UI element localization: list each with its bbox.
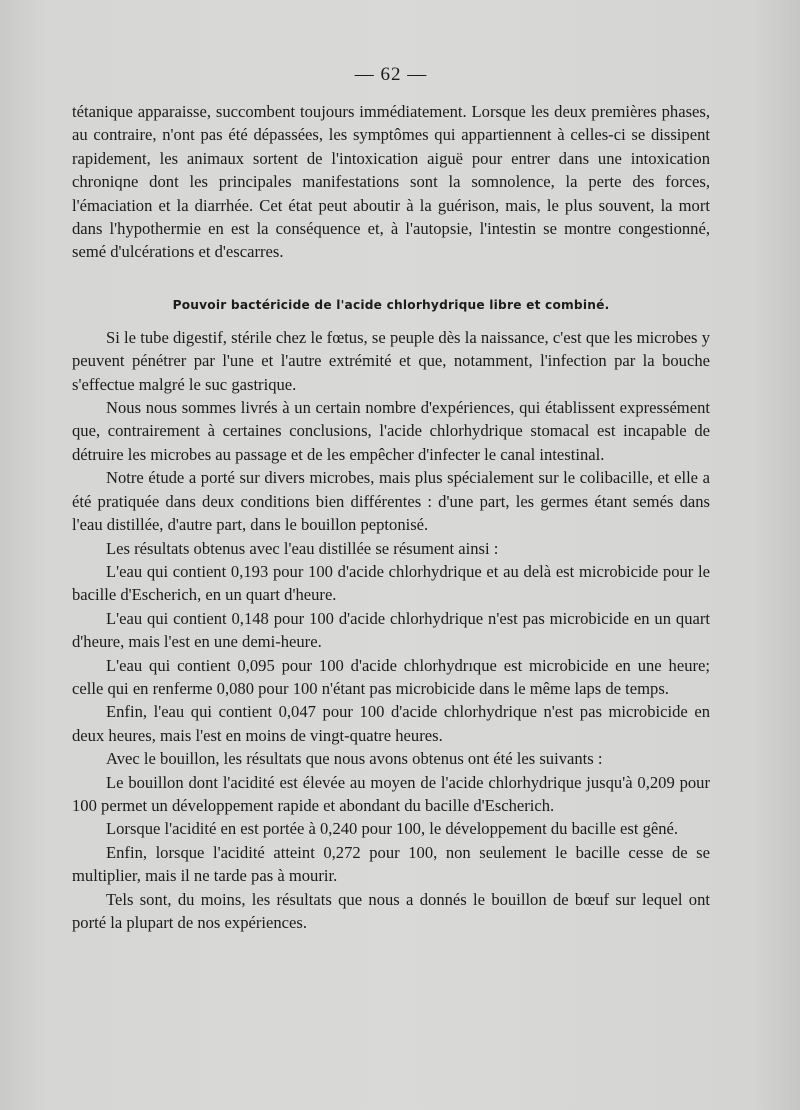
paragraph: L'eau qui contient 0,193 pour 100 d'acide chlorhydrique et au delà est microbicide pour le bacille d'Escherich, en un quart d'heure. [72, 561, 710, 605]
paragraph: Les résultats obtenus avec l'eau distillée se résument ainsi : [106, 538, 499, 558]
page-number: — 62 — [354, 64, 428, 85]
intro-paragraph: tétanique apparaisse, succombent toujours immédiatement. Lorsque les deux premières phases, au contraire, n'ont pas été dépassées, les symptômes qui appartiennent à celles-ci se dissipent rapidement, les animaux sortent de l'intoxication aiguë pour entrer dans une intoxication chroniqne dont les principales manifestations sont la somnolence, la perte des forces, l'émaciation et la diarrhée. Cet état peut aboutir à la guérison, mais, le plus souvent, la mort dans l'hypothermie en est la conséquence et, à l'autopsie, l'intestin se montre congestionné, semé d'ulcérations et d'escarres. [72, 102, 710, 262]
paragraph: Le bouillon dont l'acidité est élevée au moyen de l'acide chlorhydrique jusqu'à 0,209 pour 100 permet un développement rapide et abondant du bacille d'Escherich. [72, 772, 710, 815]
paragraph: Notre étude a porté sur divers microbes, mais plus spécialement sur le colibacille, et elle a été pratiquée dans deux conditions bien différentes : d'une part, les germes étant semés dans l'eau distillée, d'autre part, dans le bouillon peptonisé. [72, 468, 710, 535]
paragraph: Enfin, lorsque l'acidité atteint 0,272 pour 100, non seulement le bacille cesse de se multiplier, mais il ne tarde pas à mourir. [72, 842, 710, 886]
paragraph: Avec le bouillon, les résultats que nous avons obtenus ont été les suivants : [106, 749, 603, 769]
paragraph: L'eau qui contient 0,095 pour 100 d'acide chlorhydrıque est microbicide en une heure; celle qui en renferme 0,080 pour 100 n'étant pas microbicide dans le même laps de temps. [72, 655, 710, 698]
paragraph: Lorsque l'acidité en est portée à 0,240 pour 100, le développement du bacille est gêné. [106, 819, 679, 839]
paragraph: L'eau qui contient 0,148 pour 100 d'acide chlorhydrique n'est pas microbicide en un quart d'heure, mais l'est en une demi-heure. [72, 608, 710, 652]
paragraph: Tels sont, du moins, les résultats que nous a donnés le bouillon de bœuf sur lequel ont porté la plupart de nos expériences. [72, 889, 710, 932]
paragraph: Enfin, l'eau qui contient 0,047 pour 100 d'acide chlorhydrique n'est pas microbicide en deux heures, mais l'est en moins de vingt-quatre heures. [72, 702, 710, 745]
paragraph: Si le tube digestif, stérile chez le fœtus, se peuple dès la naissance, c'est que les microbes y peuvent pénétrer par l'une et l'autre extrémité et que, notamment, l'infection par la bouche s'effectue malgré le suc gastrique. [72, 327, 710, 394]
body-text [72, 326, 710, 935]
paragraph: Nous nous sommes livrés à un certain nombre d'expériences, qui établissent expressément que, contrairement à certaines conclusions, l'acide chlorhydrique stomacal est incapable de détruire les microbes au passage et de les empêcher d'infecter le canal intestinal. [72, 398, 710, 464]
section-heading: Pouvoir bactéricide de l'acide chlorhydrique libre et combiné. [172, 297, 610, 312]
